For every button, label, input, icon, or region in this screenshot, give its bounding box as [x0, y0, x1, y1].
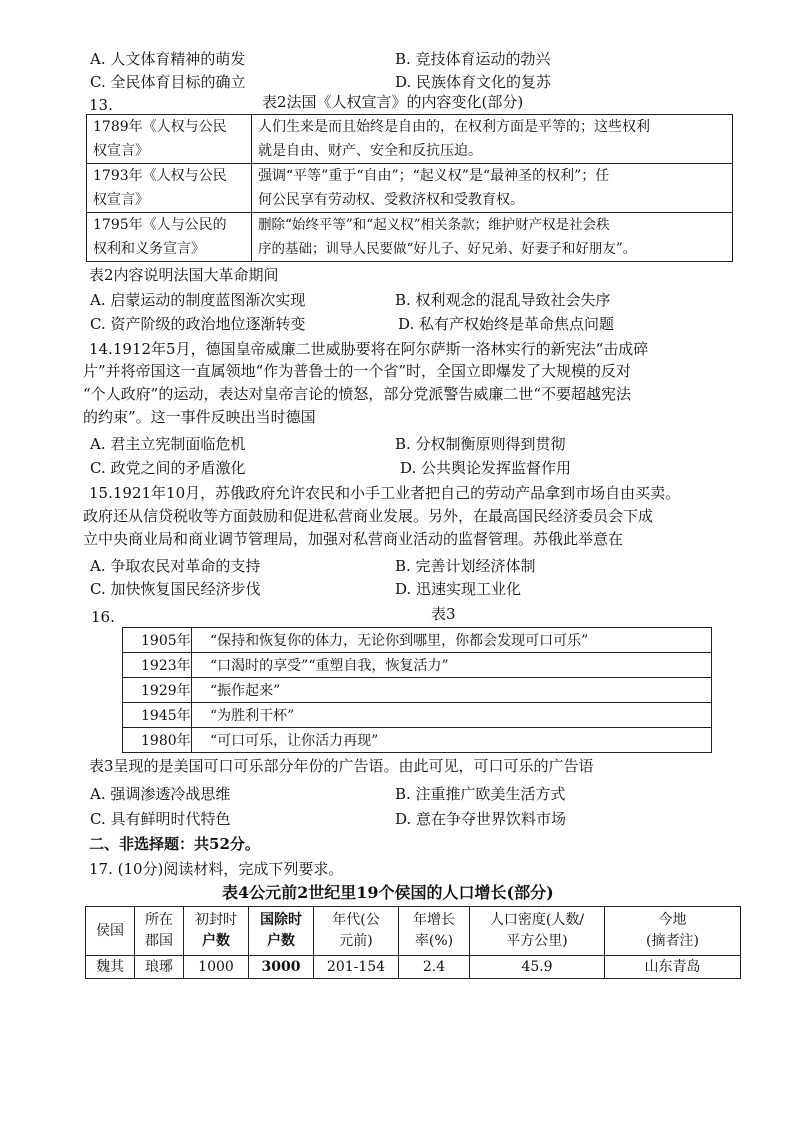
table-cell: 201-154 — [314, 956, 399, 979]
option-d: D. 意在争夺世界饮料市场 — [395, 810, 567, 828]
option-b: B. 分权制衡原则得到贯彻 — [395, 435, 566, 453]
option-d: D. 迅速实现工业化 — [395, 580, 522, 598]
year-cell: 1945年 — [123, 703, 192, 728]
option-c: C. 加快恢复国民经济步伐 — [90, 580, 261, 598]
table-cell: 45.9 — [470, 956, 605, 979]
content-cell: 人们生来是而且始终是自由的，在权利方面是平等的；这些权利 就是自由、财产、安全和反抗压迫。 — [252, 115, 733, 164]
population-growth-table — [85, 906, 741, 979]
rights-declaration-table — [86, 114, 733, 262]
question-stem: 表3呈现的是美国可口可乐部分年份的广告语。由此可见，可口可乐的广告语 — [89, 757, 594, 775]
option-d: D. 私有产权始终是革命焦点问题 — [398, 315, 615, 333]
table-title: 表4公元前2世纪里19个侯国的人口增长(部分) — [222, 883, 554, 902]
option-a: A. 强调渗透冷战思维 — [90, 785, 231, 803]
header-cell: 国除时 户数 — [249, 907, 314, 956]
question-stem: 17. (10分)阅读材料，完成下列要求。 — [89, 860, 344, 878]
table-row — [87, 164, 733, 213]
slogan-cell: “口渴时的享受”“重塑自我，恢复活力” — [192, 653, 712, 678]
section-heading: 二、非选择题：共52分。 — [89, 835, 260, 853]
question-number: 13. — [89, 96, 113, 114]
table-row — [123, 678, 712, 703]
option-d: D. 民族体育文化的复苏 — [395, 73, 552, 91]
table-cell: 1000 — [184, 956, 249, 979]
header-cell: 人口密度(人数/ 平方公里) — [470, 907, 605, 956]
year-cell: 1929年 — [123, 678, 192, 703]
option-b: B. 完善计划经济体制 — [395, 557, 536, 575]
option-b: B. 竞技体育运动的勃兴 — [395, 50, 551, 68]
header-cell: 初封时 户数 — [184, 907, 249, 956]
question-stem: 表2内容说明法国大革命期间 — [89, 266, 279, 284]
question-stem-line: 的约束”。这一事件反映出当时德国 — [83, 408, 316, 426]
option-c: C. 全民体育目标的确立 — [90, 73, 246, 91]
table-title: 表3 — [431, 605, 456, 623]
question-stem-line: 片”并将帝国这一直属领地“作为普鲁士的一个省”时，全国立即爆发了大规模的反对 — [83, 362, 632, 380]
slogan-cell: “可口可乐，让你活力再现” — [192, 728, 712, 753]
slogan-cell: “为胜利干杯” — [192, 703, 712, 728]
option-c: C. 具有鲜明时代特色 — [90, 810, 231, 828]
option-d: D. 公共舆论发挥监督作用 — [400, 459, 572, 477]
header-cell: 今地 (摘者注) — [605, 907, 741, 956]
option-a: A. 争取农民对革命的支持 — [90, 557, 261, 575]
slogan-cell: “振作起来” — [192, 678, 712, 703]
year-cell: 1905年 — [123, 628, 192, 653]
table-cell: 3000 — [249, 956, 314, 979]
table-row — [123, 703, 712, 728]
table-header-row — [86, 907, 741, 956]
table-row — [123, 653, 712, 678]
content-cell: 删除“始终平等”和“起义权”相关条款；维护财产权是社会秩 序的基础；训导人民要做“好儿子、好兄弟、好妻子和好朋友”。 — [252, 213, 733, 262]
option-b: B. 注重推广欧美生活方式 — [395, 785, 566, 803]
table-cell: 山东青岛 — [605, 956, 741, 979]
slogan-cell: “保持和恢复你的体力，无论你到哪里，你都会发现可口可乐” — [192, 628, 712, 653]
question-stem-line: 立中央商业局和商业调节管理局，加强对私营商业活动的监督管理。苏俄此举意在 — [83, 530, 624, 548]
table-row — [123, 728, 712, 753]
option-c: C. 资产阶级的政治地位逐渐转变 — [90, 315, 306, 333]
year-cell: 1980年 — [123, 728, 192, 753]
table-row — [87, 115, 733, 164]
table-title: 表2法国《人权宣言》的内容变化(部分) — [262, 93, 524, 111]
option-a: A. 启蒙运动的制度蓝图渐次实现 — [90, 291, 306, 309]
option-c: C. 政党之间的矛盾激化 — [90, 459, 246, 477]
table-cell: 琅琊 — [135, 956, 184, 979]
question-stem-line: 15.1921年10月，苏俄政府允许农民和小手工业者把自己的劳动产品拿到市场自由买卖。 — [89, 484, 681, 502]
header-cell: 所在 郡国 — [135, 907, 184, 956]
document-cell: 1795年《人与公民的 权利和义务宣言》 — [87, 213, 252, 262]
header-cell: 年增长 率(%) — [399, 907, 470, 956]
question-stem-line: 14.1912年5月，德国皇帝威廉二世威胁要将在阿尔萨斯一洛林实行的新宪法“击成碎 — [89, 340, 649, 358]
year-cell: 1923年 — [123, 653, 192, 678]
table-row — [87, 213, 733, 262]
content-cell: 强调“平等”重于“自由”；“起义权”是“最神圣的权利”；任 何公民享有劳动权、受救济权和受教育权。 — [252, 164, 733, 213]
table-row — [123, 628, 712, 653]
option-a: A. 人文体育精神的萌发 — [90, 50, 246, 68]
header-cell: 年代(公 元前) — [314, 907, 399, 956]
advertising-slogan-table — [122, 627, 712, 753]
option-a: A. 君主立宪制面临危机 — [90, 435, 246, 453]
header-cell: 侯国 — [86, 907, 135, 956]
table-cell: 2.4 — [399, 956, 470, 979]
question-number: 16. — [91, 608, 115, 626]
option-b: B. 权利观念的混乱导致社会失序 — [395, 291, 611, 309]
question-stem-line: 政府还从信贷税收等方面鼓励和促进私营商业发展。另外，在最高国民经济委员会下成 — [83, 507, 654, 525]
document-cell: 1793年《人权与公民 权宣言》 — [87, 164, 252, 213]
question-stem-line: “个人政府”的运动，表达对皇帝言论的愤怒，部分党派警告威廉二世“不要超越宪法 — [83, 385, 632, 403]
document-cell: 1789年《人权与公民 权宣言》 — [87, 115, 252, 164]
table-row — [86, 956, 741, 979]
table-cell: 魏其 — [86, 956, 135, 979]
